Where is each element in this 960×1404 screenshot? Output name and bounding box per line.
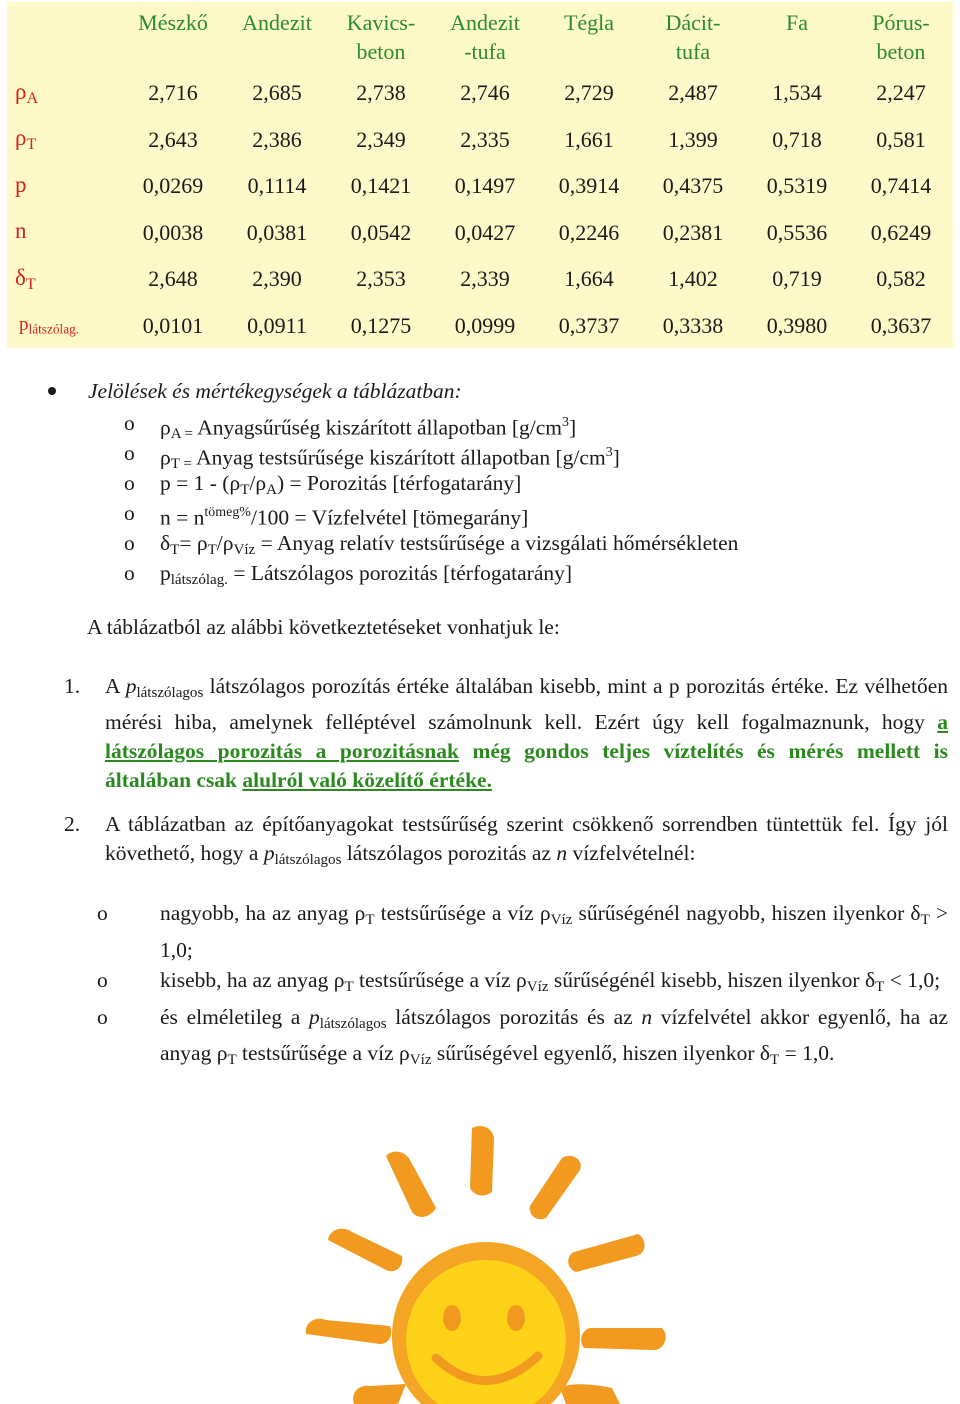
table-cell: 0,5536 xyxy=(766,219,828,245)
sun-ray xyxy=(530,1156,581,1219)
table-cell: 2,390 xyxy=(252,266,302,292)
point-sub: látszólagos xyxy=(274,851,342,868)
note-text: = ρ xyxy=(179,531,208,555)
table-cell: 0,0101 xyxy=(142,312,204,338)
conclusion-sublist xyxy=(97,898,948,1075)
sub-text: = 1,0. xyxy=(779,1041,835,1066)
properties-table xyxy=(7,2,953,349)
sun-ray xyxy=(581,1328,666,1350)
table-cell: 2,386 xyxy=(252,126,302,152)
row-symbol-sub: T xyxy=(25,275,36,293)
column-header-line: tufa xyxy=(675,39,711,64)
column-header xyxy=(745,2,849,70)
properties-table-panel xyxy=(7,2,953,348)
point-number: 1. xyxy=(64,674,81,698)
note-sub: T xyxy=(240,481,250,498)
sub-sub: Víz xyxy=(409,1052,432,1068)
highlight-underlined: a látszólagos porozitás a porozitásnak xyxy=(105,709,948,763)
circle-bullet-icon: o xyxy=(97,967,108,992)
row-header xyxy=(7,256,121,303)
sub-item-equal xyxy=(97,1002,948,1076)
table-cell: 0,2381 xyxy=(662,219,724,245)
row-symbol: n xyxy=(15,218,27,244)
note-text: = Látszólagos porozitás [térfogatarány] xyxy=(228,561,573,585)
note-bulk-density xyxy=(48,438,928,473)
sub-text: sűrűségénél kisebb, hiszen ilyenkor δ xyxy=(548,967,876,992)
column-header xyxy=(537,2,641,70)
circle-bullet-icon: o xyxy=(97,1004,108,1029)
sun-eye-left xyxy=(443,1305,461,1331)
note-sub: látszólag. xyxy=(170,571,228,588)
sub-text: és elméletileg a xyxy=(160,1004,310,1029)
table-cell: 0,3737 xyxy=(558,312,620,338)
note-text: Anyagsűrűség kiszárított állapotban [g/cm xyxy=(193,415,563,440)
sub-text: sűrűségével egyenlő, hiszen ilyenkor δ xyxy=(431,1041,771,1066)
note-porosity xyxy=(48,468,928,498)
table-cell: 2,353 xyxy=(356,266,406,292)
notes-heading xyxy=(48,374,928,408)
note-sup: 3 xyxy=(605,445,613,460)
sub-sub: T xyxy=(227,1052,237,1068)
note-text: ] xyxy=(612,445,620,470)
sun-ray xyxy=(353,1384,406,1404)
note-sub: T xyxy=(170,541,180,558)
circle-bullet-icon: o xyxy=(97,901,108,925)
table-cell: 0,582 xyxy=(876,266,926,292)
column-header xyxy=(329,2,433,70)
note-sub: Víz xyxy=(233,541,256,558)
table-cell: 2,738 xyxy=(356,80,406,106)
table-cell: 0,718 xyxy=(772,126,822,152)
point-text: látszólagos porozítás értéke általában kisebb, mint a p porozitás értéke. Ez vélhetően mérési hiba, amelynek felléptével számolnunk kell. Ezért úgy kell fogalmaznunk, hogy xyxy=(105,674,948,734)
sub-text: testsűrűsége a víz ρ xyxy=(236,1041,410,1066)
bullet-dot-icon xyxy=(48,387,56,395)
table-cell: 0,5319 xyxy=(766,173,828,199)
note-water-absorption xyxy=(48,498,928,528)
sub-sub: T xyxy=(875,978,885,995)
table-cell: 0,4375 xyxy=(662,173,724,199)
point-number: 2. xyxy=(64,812,81,836)
note-text: ρ xyxy=(160,415,171,440)
table-header-row xyxy=(7,2,953,70)
note-relative-density xyxy=(48,528,928,558)
note-sub: T xyxy=(207,541,217,558)
table-cell: 0,0999 xyxy=(454,312,516,338)
highlight-underlined: alulról való közelítő értéke. xyxy=(242,767,492,792)
sub-item-smaller xyxy=(97,965,948,1002)
point-text: A xyxy=(105,674,126,698)
table-cell: 0,0269 xyxy=(142,173,204,199)
table-cell: 2,335 xyxy=(460,126,510,152)
column-header xyxy=(225,2,329,70)
sub-sub: T xyxy=(770,1052,780,1068)
column-header-line: -tufa xyxy=(464,39,506,64)
note-text: n = n xyxy=(160,505,205,530)
row-symbol: ρ xyxy=(15,78,27,104)
column-header-line: Andezit xyxy=(450,10,520,35)
table-cell: 1,399 xyxy=(668,126,718,152)
column-header xyxy=(641,2,745,70)
sub-sub: látszólagos xyxy=(319,1015,387,1032)
conclusion-point-2 xyxy=(64,810,948,875)
note-apparent-porosity xyxy=(48,558,928,588)
sub-text: látszólagos porozitás és az xyxy=(386,1004,642,1029)
smiling-sun-illustration xyxy=(294,1122,674,1404)
table-cell: 2,648 xyxy=(148,266,198,292)
table-cell: 0,0542 xyxy=(350,219,412,245)
sun-ray xyxy=(568,1234,644,1272)
table-cell: 0,1114 xyxy=(247,173,307,199)
row-symbol-sub: T xyxy=(26,136,37,154)
row-symbol-sub: A xyxy=(26,89,39,107)
column-header-line: Mészkő xyxy=(138,10,208,35)
column-header xyxy=(849,2,953,70)
table-cell: 0,3338 xyxy=(662,312,724,338)
note-sup: 3 xyxy=(562,415,570,430)
corner-cell xyxy=(7,2,121,70)
circle-bullet-icon: o xyxy=(124,561,135,585)
table-cell: 0,2246 xyxy=(558,219,620,245)
row-header xyxy=(7,70,121,117)
sun-ray xyxy=(306,1319,391,1344)
column-header xyxy=(433,2,537,70)
column-header-line: Andezit xyxy=(242,10,312,35)
circle-bullet-icon: o xyxy=(124,441,135,465)
sub-text: < 1,0; xyxy=(884,967,941,992)
note-text: δ xyxy=(160,531,171,555)
column-header-line: Dácit- xyxy=(665,10,721,35)
sun-ray xyxy=(386,1152,436,1217)
table-cell: 2,685 xyxy=(252,80,302,106)
table-row xyxy=(7,303,953,350)
table-cell: 0,0381 xyxy=(246,219,308,245)
table-cell: 2,339 xyxy=(460,266,510,292)
note-text: p xyxy=(160,561,171,585)
point-sub: látszólagos xyxy=(136,684,204,701)
sub-sub: T xyxy=(365,911,375,928)
table-cell: 1,534 xyxy=(772,80,822,106)
table-row xyxy=(7,163,953,210)
table-cell: 0,3914 xyxy=(558,173,620,199)
column-header-line: Tégla xyxy=(563,10,615,35)
point-symbol: p xyxy=(125,674,137,698)
table-row xyxy=(7,256,953,303)
row-symbol: ρ xyxy=(15,125,27,151)
table-cell: 0,719 xyxy=(772,266,822,292)
sub-text: > 1,0; xyxy=(160,901,949,962)
table-cell: 0,6249 xyxy=(870,219,932,245)
note-sub: T = xyxy=(170,456,192,473)
row-symbol: δ xyxy=(15,264,26,290)
notes-heading-text: Jelölések és mértékegységek a táblázatban: xyxy=(88,379,462,403)
conclusion-intro: A táblázatból az alábbi következtetéseket vonhatjuk le: xyxy=(87,615,560,639)
table-row xyxy=(7,117,953,164)
column-header xyxy=(121,2,225,70)
table-cell: 0,7414 xyxy=(870,173,932,199)
sun-eye-right xyxy=(507,1305,525,1331)
sub-text: testsűrűsége a víz ρ xyxy=(353,967,527,992)
table-cell: 0,0427 xyxy=(454,219,516,245)
column-header-line: beton xyxy=(356,39,406,64)
point-text: vízfelvételnél: xyxy=(567,841,696,865)
table-cell: 0,0038 xyxy=(142,219,204,245)
notation-notes xyxy=(48,374,928,588)
table-cell: 2,643 xyxy=(148,126,198,152)
note-text: = Anyag relatív testsűrűsége a vizsgálati hőmérsékleten xyxy=(255,531,739,555)
table-cell: 0,1497 xyxy=(454,173,516,199)
table-cell: 0,3980 xyxy=(766,312,828,338)
table-cell: 0,581 xyxy=(876,126,926,152)
row-header xyxy=(7,303,121,350)
note-text: /100 = Vízfelvétel [tömegarány] xyxy=(250,505,529,530)
circle-bullet-icon: o xyxy=(124,501,135,525)
sub-text: vízfelvétel akkor egyenlő, ha az anyag ρ xyxy=(160,1004,948,1066)
table-row xyxy=(7,70,953,117)
sun-ray xyxy=(328,1229,402,1272)
note-sub: A xyxy=(266,481,277,498)
sub-text: testsűrűsége a víz ρ xyxy=(374,901,551,925)
row-symbol-sub: látszólag. xyxy=(28,321,80,337)
row-symbol: p xyxy=(15,171,27,197)
table-cell: 1,661 xyxy=(564,126,614,152)
table-cell: 2,746 xyxy=(460,80,510,106)
sub-symbol: n xyxy=(641,1004,653,1029)
sun-ray xyxy=(470,1126,494,1195)
point-text: látszólagos porozitás az xyxy=(341,841,557,865)
sub-sub: Víz xyxy=(550,911,573,928)
row-header xyxy=(7,210,121,257)
column-header-line: Kavics- xyxy=(346,10,416,35)
point-symbol: p xyxy=(263,841,275,865)
row-header xyxy=(7,117,121,164)
table-cell: 2,729 xyxy=(564,80,614,106)
table-row xyxy=(7,210,953,257)
table-cell: 2,487 xyxy=(668,80,718,106)
table-cell: 0,1421 xyxy=(350,173,412,199)
row-symbol: p xyxy=(19,314,29,336)
circle-bullet-icon: o xyxy=(124,471,135,495)
table-cell: 1,664 xyxy=(564,266,614,292)
note-text: Anyag testsűrűsége kiszárított állapotban [g/cm xyxy=(191,445,606,470)
sub-sub: T xyxy=(920,911,930,928)
sub-text: kisebb, ha az anyag ρ xyxy=(160,967,345,992)
sub-sub: T xyxy=(344,978,354,995)
sub-text: nagyobb, ha az anyag ρ xyxy=(160,901,366,925)
sub-text: sűrűségénél nagyobb, hiszen ilyenkor δ xyxy=(572,901,921,925)
column-header-line: Fa xyxy=(786,10,808,35)
note-text: ρ xyxy=(160,445,171,470)
note-text: /ρ xyxy=(216,531,234,555)
sub-symbol: p xyxy=(309,1004,320,1029)
note-sup: tömeg% xyxy=(204,505,251,520)
table-cell: 0,1275 xyxy=(350,312,412,338)
row-header xyxy=(7,163,121,210)
table-cell: 0,3637 xyxy=(870,312,932,338)
note-text: ) = Porozitás [térfogatarány] xyxy=(276,471,522,495)
table-cell: 2,349 xyxy=(356,126,406,152)
highlight-text: még gondos teljes víztelítés és mérés mellett is általában csak xyxy=(105,738,948,792)
table-cell: 0,0911 xyxy=(247,312,307,338)
table-cell: 2,247 xyxy=(876,80,926,106)
sun-ray xyxy=(560,1384,620,1404)
sub-item-greater xyxy=(97,898,948,965)
column-header-line: Pórus- xyxy=(872,10,930,35)
note-text: /ρ xyxy=(249,471,267,495)
note-density xyxy=(48,408,928,443)
table-cell: 1,402 xyxy=(668,266,718,292)
table-cell: 2,716 xyxy=(148,80,198,106)
column-header-line: beton xyxy=(876,39,926,64)
conclusion-point-1 xyxy=(64,672,948,795)
point-symbol: n xyxy=(556,841,568,865)
note-text: ] xyxy=(569,415,577,440)
note-text: p = 1 - (ρ xyxy=(160,471,241,495)
circle-bullet-icon: o xyxy=(124,531,135,555)
sub-sub: Víz xyxy=(526,978,549,995)
circle-bullet-icon: o xyxy=(124,411,135,435)
point-text: A táblázatban az építőanyagokat testsűrűség szerint csökkenő sorrendben tüntettük fel. Így jól követhető, hogy a xyxy=(105,812,948,865)
note-sub: A = xyxy=(170,426,194,443)
